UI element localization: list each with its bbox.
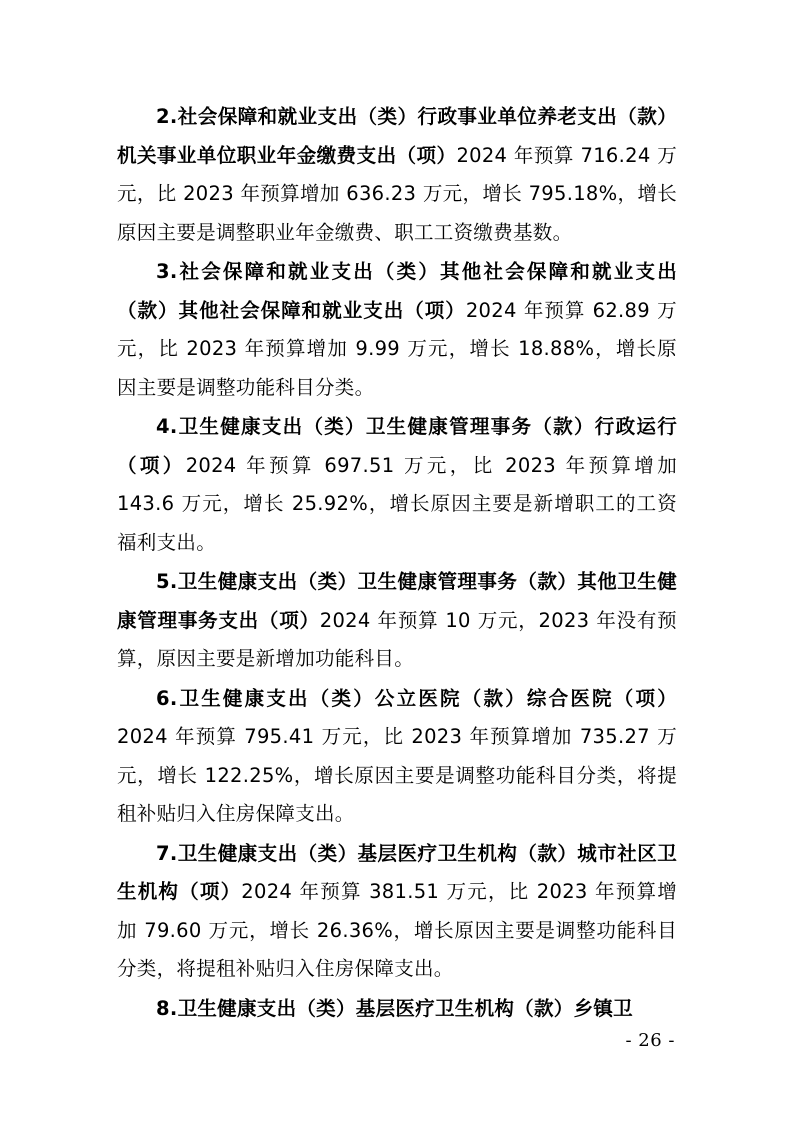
paragraph-heading: 4.卫生健康支出（类）卫生健康管理事务（款）行政运行（项） (117, 415, 677, 477)
paragraph-item-8 (117, 990, 677, 1029)
paragraph-heading: 3.社会保障和就业支出（类）其他社会保障和就业支出（款）其他社会保障和就业支出（项） (117, 260, 677, 322)
page-number: - 26 - (625, 1030, 675, 1051)
paragraph-heading: 6.卫生健康支出（类）公立医院（款）综合医院（项） (156, 686, 677, 710)
paragraph-item-7 (117, 835, 677, 989)
paragraph-text: 2024 年预算 10 万元，2023 年没有预算，原因主要是新增加功能科目。 (117, 608, 677, 670)
paragraph-text: 2024 年预算 716.24 万元，比 2023 年预算增加 636.23 万元，增长 795.18%，增长原因主要是调整职业年金缴费、职工工资缴费基数。 (117, 143, 677, 244)
paragraph-heading: 8.卫生健康支出（类）基层医疗卫生机构（款）乡镇卫 (156, 996, 633, 1020)
paragraph-text: 2024 年预算 381.51 万元，比 2023 年预算增加 79.60 万元，增长 26.36%，增长原因主要是调整功能科目分类，将提租补贴归入住房保障支出。 (117, 880, 677, 980)
paragraph-item-6 (117, 680, 677, 834)
paragraph-heading: 2.社会保障和就业支出（类）行政事业单位养老支出（款）机关事业单位职业年金缴费支出（项） (117, 105, 677, 167)
paragraph-text: 2024 年预算 795.41 万元，比 2023 年预算增加 735.27 万元，增长 122.25%，增长原因主要是调整功能科目分类，将提租补贴归入住房保障支出。 (117, 725, 677, 825)
paragraph-item-2 (117, 98, 677, 252)
paragraph-heading: 5.卫生健康支出（类）卫生健康管理事务（款）其他卫生健康管理事务支出（项） (117, 570, 677, 632)
paragraph-heading: 7.卫生健康支出（类）基层医疗卫生机构（款）城市社区卫生机构（项） (117, 841, 677, 903)
paragraph-item-4 (117, 408, 677, 562)
document-body (117, 98, 677, 1028)
paragraph-text: 2024 年预算 697.51 万元，比 2023 年预算增加 143.6 万元，增长 25.92%，增长原因主要是新增职工的工资福利支出。 (117, 453, 677, 554)
paragraph-text: 2024 年预算 62.89 万元，比 2023 年预算增加 9.99 万元，增长 18.88%，增长原因主要是调整功能科目分类。 (117, 298, 677, 399)
paragraph-item-3 (117, 253, 677, 407)
paragraph-item-5 (117, 563, 677, 679)
